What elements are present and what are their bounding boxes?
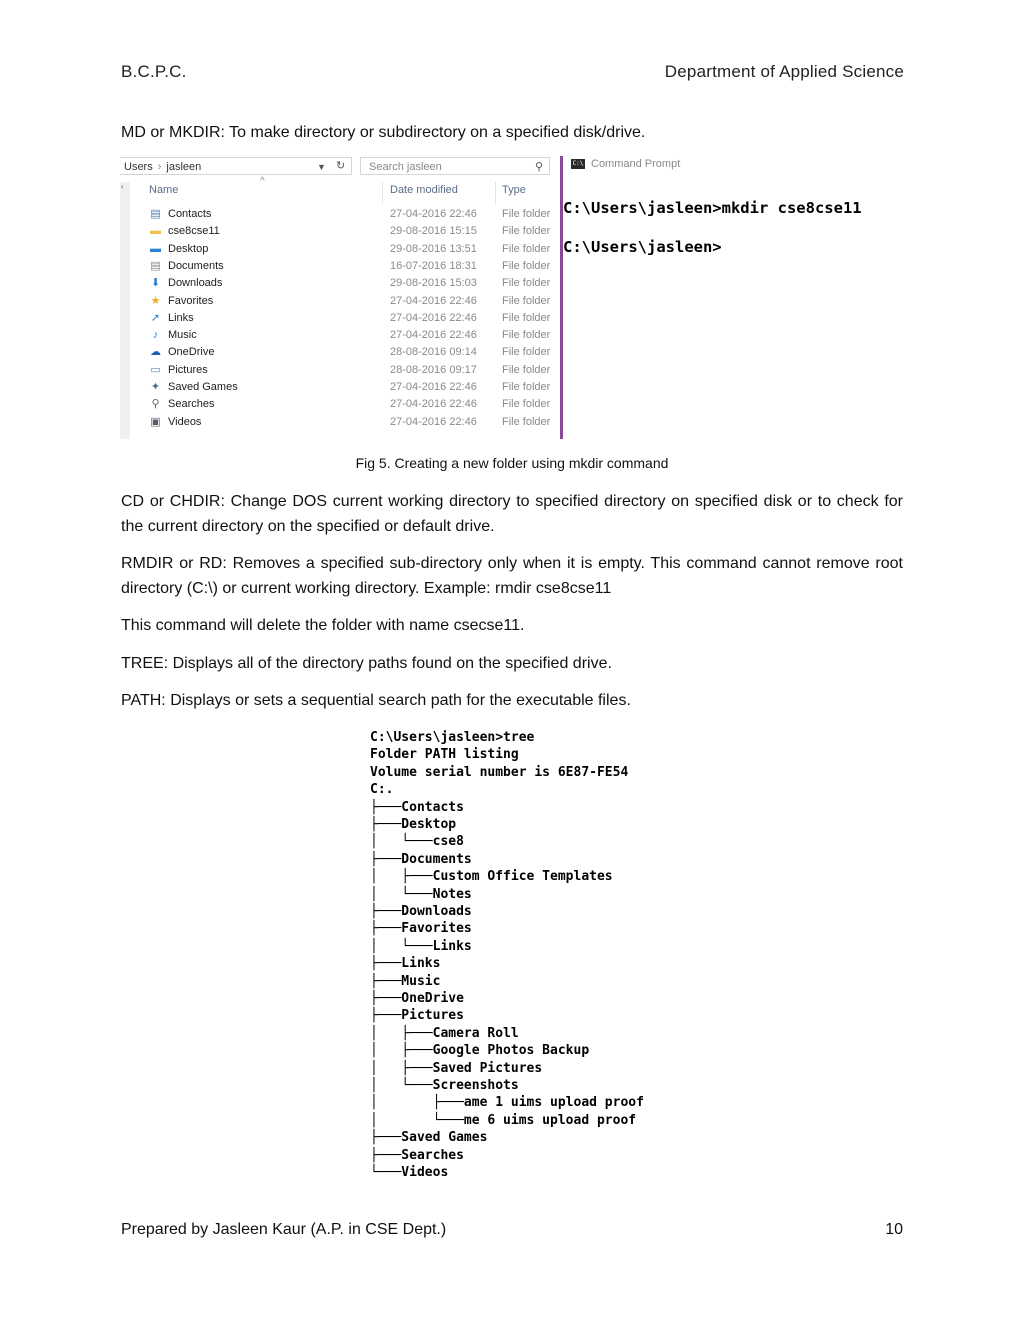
- file-name: Saved Games: [168, 381, 238, 393]
- contacts-icon: ▤: [150, 208, 161, 220]
- explorer-toolbar: [120, 156, 558, 178]
- tree-line: C:.: [370, 782, 394, 798]
- tree-line: │ └───cse8: [370, 834, 464, 850]
- onedrive-icon: ☁: [150, 346, 161, 359]
- file-type: File folder: [502, 259, 551, 272]
- documents-icon: ▤: [150, 259, 161, 272]
- figure-caption: Fig 5. Creating a new folder using mkdir command: [355, 455, 669, 471]
- tree-line: ├───OneDrive: [370, 991, 464, 1006]
- cmd-line: C:\Users\jasleen>mkdir cse8cse11: [563, 199, 862, 217]
- date-modified: 29-08-2016 15:15: [390, 225, 477, 238]
- tree-line: │ ├───Camera Roll: [370, 1025, 519, 1041]
- date-modified: 27-04-2016 22:46: [390, 415, 477, 428]
- tree-line: Folder PATH listing: [370, 747, 519, 763]
- para-md: MD or MKDIR: To make directory or subdirectory on a specified disk/drive.: [121, 124, 646, 141]
- date-modified: 28-08-2016 09:17: [390, 363, 477, 376]
- music-icon: ♪: [152, 329, 159, 342]
- para-cd: CD or CHDIR: Change DOS current working directory to specified directory on specified disk or to check for the current directory on the specified or default drive.: [121, 493, 903, 535]
- para-delete: This command will delete the folder with name csecse11.: [121, 617, 525, 634]
- file-type: File folder: [502, 208, 551, 220]
- file-name: Desktop: [168, 242, 209, 255]
- cmd-title-bar: [571, 158, 680, 170]
- tree-line: │ ├───Saved Pictures: [370, 1060, 543, 1076]
- date-modified: 27-04-2016 22:46: [390, 329, 477, 342]
- file-name: Music: [168, 329, 197, 342]
- address-bar[interactable]: [120, 157, 352, 175]
- tree-line: │ └───Notes: [370, 886, 472, 902]
- searches-icon: ⚲: [151, 398, 160, 411]
- refresh-icon[interactable]: ↻: [336, 160, 346, 172]
- tree-line: ├───Favorites: [370, 921, 472, 937]
- para-tree: TREE: Displays all of the directory paths found on the specified drive.: [121, 655, 612, 672]
- file-type: File folder: [502, 225, 551, 238]
- videos-icon: ▣: [150, 415, 161, 428]
- tree-line: │ ├───Google Photos Backup: [370, 1043, 590, 1059]
- file-name: Pictures: [168, 363, 208, 376]
- file-row[interactable]: [120, 259, 558, 276]
- tree-line: │ └───Links: [370, 938, 472, 954]
- cmd-line: C:\Users\jasleen>: [563, 238, 722, 256]
- file-row[interactable]: [120, 276, 558, 293]
- file-row[interactable]: [120, 397, 558, 414]
- saved-games-icon: ✦: [150, 381, 161, 393]
- date-modified: 27-04-2016 22:46: [390, 311, 477, 324]
- tree-line: │ ├───Custom Office Templates: [370, 869, 613, 885]
- sort-caret-icon: ^: [260, 176, 265, 187]
- file-type: File folder: [502, 311, 551, 324]
- date-modified: 16-07-2016 18:31: [390, 259, 477, 272]
- file-type: File folder: [502, 381, 551, 393]
- file-row[interactable]: [120, 363, 558, 380]
- column-header-name[interactable]: Name: [149, 184, 179, 196]
- tree-line: └───Videos: [370, 1165, 449, 1180]
- breadcrumb-users[interactable]: Users: [124, 161, 153, 173]
- favorites-icon: ★: [150, 294, 161, 307]
- file-name: Downloads: [168, 277, 223, 290]
- breadcrumb-separator-icon: ›: [157, 161, 162, 173]
- file-type: File folder: [502, 242, 551, 255]
- search-icon[interactable]: ⚲: [534, 161, 543, 173]
- tree-line: ├───Documents: [370, 851, 472, 867]
- footer-left: Prepared by Jasleen Kaur (A.P. in CSE Dept.): [121, 1221, 447, 1238]
- date-modified: 27-04-2016 22:46: [390, 208, 477, 220]
- tree-line: │ └───Screenshots: [370, 1078, 519, 1093]
- file-type: File folder: [502, 398, 551, 411]
- column-divider[interactable]: [382, 182, 383, 204]
- header-left: B.C.P.C.: [121, 62, 187, 81]
- tree-line: ├───Pictures: [370, 1008, 464, 1024]
- file-type: File folder: [502, 415, 551, 428]
- column-header-type[interactable]: Type: [502, 184, 526, 196]
- file-row[interactable]: [120, 224, 558, 241]
- tree-line: ├───Searches: [370, 1147, 464, 1163]
- column-header-date[interactable]: Date modified: [390, 184, 458, 196]
- file-type: File folder: [502, 346, 551, 359]
- date-modified: 27-04-2016 22:46: [390, 398, 477, 411]
- scroll-left-icon[interactable]: ‹: [121, 182, 124, 191]
- desktop-icon: ▬: [150, 242, 161, 255]
- file-name: Searches: [168, 398, 215, 411]
- file-row[interactable]: [120, 415, 558, 432]
- date-modified: 29-08-2016 15:03: [390, 277, 477, 290]
- file-name: Contacts: [168, 208, 212, 220]
- tree-line: C:\Users\jasleen>tree: [370, 730, 535, 745]
- downloads-icon: ⬇: [150, 277, 161, 290]
- para-path: PATH: Displays or sets a sequential search path for the executable files.: [121, 692, 631, 709]
- search-input[interactable]: [360, 157, 550, 175]
- file-row[interactable]: [120, 207, 558, 224]
- file-row[interactable]: [120, 345, 558, 362]
- date-modified: 29-08-2016 13:51: [390, 242, 477, 255]
- header-right: Department of Applied Science: [664, 62, 904, 81]
- tree-line: │ └───me 6 uims upload proof: [370, 1112, 637, 1128]
- file-type: File folder: [502, 277, 551, 290]
- date-modified: 27-04-2016 22:46: [390, 381, 477, 393]
- tree-line: Volume serial number is 6E87-FE54: [370, 764, 629, 780]
- file-row[interactable]: [120, 328, 558, 345]
- page-number: 10: [885, 1221, 903, 1238]
- file-name: OneDrive: [168, 346, 215, 359]
- para-rmdir: RMDIR or RD: Removes a specified sub-directory only when it is empty. This command cannot remove root directory (C:\) or current working directory. Example: rmdir cse8cse11: [121, 555, 903, 597]
- links-icon: ➚: [150, 311, 161, 324]
- command-prompt-screenshot: [558, 156, 904, 439]
- file-row[interactable]: [120, 242, 558, 259]
- cmd-title: Command Prompt: [591, 158, 681, 170]
- file-type: File folder: [502, 363, 551, 376]
- file-name: cse8cse11: [168, 225, 220, 238]
- file-row[interactable]: [120, 311, 558, 328]
- tree-line: ├───Contacts: [370, 799, 464, 815]
- date-modified: 28-08-2016 09:14: [390, 346, 477, 359]
- tree-line: ├───Music: [370, 973, 441, 989]
- pictures-icon: ▭: [150, 363, 161, 376]
- cmd-app-icon: C:\: [572, 160, 584, 168]
- file-type: File folder: [502, 294, 551, 307]
- search-placeholder: Search jasleen: [369, 161, 442, 173]
- folder-icon: ▬: [150, 225, 161, 238]
- file-explorer-screenshot: [120, 156, 558, 439]
- tree-line: ├───Saved Games: [370, 1130, 488, 1146]
- tree-line: ├───Downloads: [370, 904, 472, 919]
- date-modified: 27-04-2016 22:46: [390, 294, 477, 307]
- breadcrumb-jasleen[interactable]: jasleen: [166, 161, 202, 173]
- chevron-down-icon[interactable]: ▼: [317, 162, 326, 172]
- file-row[interactable]: [120, 294, 558, 311]
- file-name: Favorites: [168, 294, 214, 307]
- file-name: Links: [168, 311, 194, 324]
- tree-line: ├───Desktop: [370, 817, 457, 832]
- file-name: Videos: [168, 415, 202, 428]
- file-name: Documents: [168, 259, 224, 272]
- file-row[interactable]: [120, 380, 558, 397]
- file-type: File folder: [502, 329, 551, 342]
- tree-line: │ ├───ame 1 uims upload proof: [370, 1095, 644, 1111]
- tree-line: ├───Links: [370, 956, 441, 972]
- column-divider[interactable]: [495, 182, 496, 204]
